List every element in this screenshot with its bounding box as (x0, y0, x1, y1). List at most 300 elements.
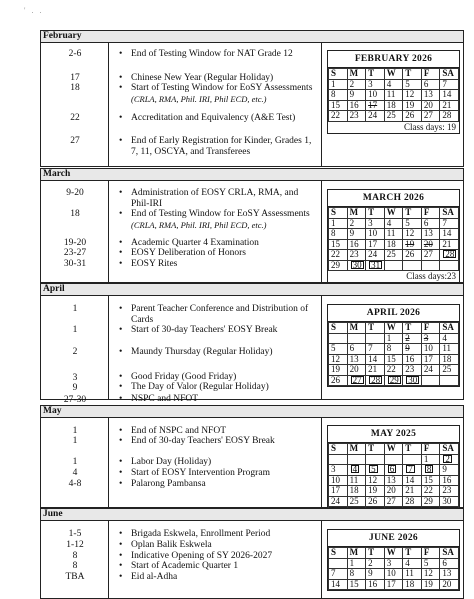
day-cell: 21 (403, 486, 422, 497)
day-cell: 10 (384, 569, 403, 580)
month-heading: March (41, 169, 463, 181)
weekday-header: W (384, 548, 403, 559)
day-cell: 25 (384, 111, 403, 122)
weekday-header: SA (440, 548, 459, 559)
event-text: End of 30-day Teachers' EOSY Break (131, 436, 275, 446)
week-row (329, 365, 459, 376)
event-date: 30-31 (63, 259, 87, 269)
marked-day-box: 30 (405, 375, 420, 385)
event-date: 8 (72, 551, 78, 561)
week-row (329, 260, 459, 271)
day-cell (347, 454, 366, 465)
day-cell (440, 375, 459, 386)
weekday-header: T (403, 323, 422, 334)
marked-day-box: 27 (350, 375, 365, 385)
day-cell: 10 (366, 90, 385, 101)
day-cell: 4 (403, 558, 422, 569)
day-cell: 13 (421, 90, 440, 101)
weekday-header: T (403, 69, 422, 80)
day-cell: 9 (440, 465, 459, 476)
week-row (329, 375, 459, 386)
day-cell: 24 (329, 496, 348, 507)
day-cell: 14 (366, 354, 385, 365)
day-cell: 14 (403, 475, 422, 486)
event-item (117, 561, 317, 572)
day-cell (329, 333, 348, 344)
event-text: Academic Quarter 4 Examination (131, 238, 259, 248)
day-cell: 10 (421, 344, 440, 355)
calendar-title: MAY 2025 (328, 426, 459, 443)
day-cell: 8 (329, 229, 348, 240)
week-row (329, 333, 459, 344)
weekday-header: SA (440, 69, 459, 80)
day-cell: 2 (366, 558, 385, 569)
day-cell: 3 (366, 218, 385, 229)
dates-column (41, 181, 109, 282)
week-row (329, 579, 459, 590)
day-cell: 17 (329, 486, 348, 497)
day-cell (421, 260, 440, 271)
day-cell: 20 (384, 486, 403, 497)
day-cell: 11 (384, 229, 403, 240)
day-cell: 2 (347, 218, 366, 229)
event-text: Start of 30-day Teachers' EOSY Break (131, 325, 278, 335)
weekday-header: F (421, 548, 440, 559)
day-cell: 25 (384, 250, 403, 261)
weekday-header: T (366, 208, 385, 219)
day-cell: 26 (366, 496, 385, 507)
day-cell: 21 (440, 239, 459, 250)
day-cell: 22 (329, 250, 348, 261)
event-date: 8 (72, 561, 78, 571)
day-cell: 20 (421, 239, 440, 250)
day-cell: 3 (329, 465, 348, 476)
day-cell: 9 (366, 569, 385, 580)
events-column (109, 181, 322, 282)
event-date: 17 (70, 73, 80, 83)
day-cell: 21 (440, 100, 459, 111)
marked-day-box: 30 (350, 260, 365, 270)
day-cell: 17 (366, 239, 385, 250)
month-heading: June (41, 509, 463, 521)
day-cell: 12 (403, 229, 422, 240)
calendar-grid (328, 68, 459, 122)
week-row (329, 79, 459, 90)
calendar-grid (328, 547, 459, 590)
week-row (329, 229, 459, 240)
week-row (329, 100, 459, 111)
day-cell: 26 (403, 111, 422, 122)
weekday-header: W (384, 444, 403, 455)
event-text: Brigada Eskwela, Enrollment Period (131, 529, 271, 539)
event-date: 1 (72, 436, 78, 446)
event-date: 3 (72, 373, 78, 383)
day-cell (366, 333, 385, 344)
week-row (329, 454, 459, 465)
event-item (117, 209, 317, 231)
day-cell: 22 (384, 365, 403, 376)
event-date: 18 (70, 83, 80, 93)
weekday-header: S (329, 323, 348, 334)
day-cell: 8 (347, 569, 366, 580)
event-date: 9-20 (66, 188, 84, 198)
weekday-header: T (366, 548, 385, 559)
weekday-header: S (329, 548, 348, 559)
school-calendar-page (10, 0, 466, 599)
day-cell: 4 (384, 218, 403, 229)
day-cell: 13 (347, 354, 366, 365)
calendar-title: APRIL 2026 (328, 305, 459, 322)
weekday-header: W (384, 69, 403, 80)
day-cell (384, 260, 403, 271)
day-cell: 23 (440, 486, 459, 497)
event-item (117, 113, 317, 124)
dates-column (41, 43, 109, 166)
day-cell: 16 (347, 239, 366, 250)
weekday-header: SA (440, 323, 459, 334)
event-text: End of Testing Window for NAT Grade 12 (131, 49, 293, 59)
week-row (329, 239, 459, 250)
weekday-header: M (347, 548, 366, 559)
day-cell (403, 465, 422, 476)
day-cell: 18 (440, 354, 459, 365)
marked-day-box: 8 (424, 464, 435, 474)
events-column (109, 43, 322, 166)
week-row (329, 111, 459, 122)
day-cell (384, 465, 403, 476)
event-date: 1 (72, 426, 78, 436)
day-cell: 7 (366, 344, 385, 355)
event-text: Eid al-Adha (131, 572, 178, 582)
day-cell: 19 (329, 365, 348, 376)
day-cell: 9 (347, 229, 366, 240)
event-date: 23-27 (63, 248, 87, 258)
month-section-feb (40, 30, 464, 167)
class-days-count: Class days: 19 (403, 121, 456, 132)
event-date: TBA (65, 572, 85, 582)
day-cell: 7 (440, 218, 459, 229)
dates-column (41, 296, 109, 405)
dates-column (41, 418, 109, 507)
day-cell: 22 (329, 111, 348, 122)
week-row (329, 475, 459, 486)
day-cell: 3 (421, 333, 440, 344)
event-item (117, 248, 317, 259)
event-date: 2 (72, 347, 78, 357)
day-cell: 13 (421, 229, 440, 240)
day-cell: 20 (440, 579, 459, 590)
event-date: 1 (72, 304, 78, 314)
day-cell: 1 (384, 333, 403, 344)
event-date: 1-5 (68, 529, 82, 539)
weekday-header: F (421, 69, 440, 80)
month-body (41, 418, 463, 507)
weekday-header: SA (440, 208, 459, 219)
event-item (117, 529, 317, 540)
day-cell (366, 465, 385, 476)
event-item (117, 238, 317, 249)
event-date: 27 (70, 136, 80, 146)
weekday-header: M (347, 444, 366, 455)
event-item (117, 426, 317, 437)
day-cell: 19 (403, 100, 422, 111)
event-text: Good Friday (Good Friday) (131, 372, 237, 382)
weekday-header: F (421, 323, 440, 334)
day-cell: 24 (421, 365, 440, 376)
weekday-header: T (366, 444, 385, 455)
day-cell (440, 454, 459, 465)
day-cell: 11 (440, 344, 459, 355)
month-heading: February (41, 31, 463, 43)
event-item (117, 436, 317, 447)
day-cell: 5 (403, 79, 422, 90)
day-cell: 6 (421, 218, 440, 229)
weekday-row (329, 444, 459, 455)
event-text: EOSY Deliberation of Honors (131, 248, 246, 258)
day-cell: 8 (384, 344, 403, 355)
weekday-header: W (384, 208, 403, 219)
day-cell: 14 (440, 90, 459, 101)
day-cell: 16 (366, 579, 385, 590)
day-cell (366, 260, 385, 271)
weekday-header: M (347, 323, 366, 334)
day-cell: 15 (329, 239, 348, 250)
weekday-header: W (384, 323, 403, 334)
month-body (41, 43, 463, 166)
month-heading: May (41, 406, 463, 418)
day-cell (347, 465, 366, 476)
event-item (117, 347, 317, 358)
day-cell: 15 (384, 354, 403, 365)
weekday-row (329, 208, 459, 219)
month-calendar (327, 304, 460, 387)
marked-day-box: 2 (442, 454, 453, 464)
day-cell: 8 (329, 90, 348, 101)
day-cell: 20 (347, 365, 366, 376)
class-days-count: Class days:23 (406, 271, 456, 281)
event-item (117, 188, 317, 209)
day-cell (440, 250, 459, 261)
event-item (117, 304, 317, 325)
event-text: The Day of Valor (Regular Holiday) (131, 382, 269, 392)
weekday-header: T (366, 323, 385, 334)
event-item (117, 83, 317, 105)
day-cell: 29 (329, 260, 348, 271)
day-cell (366, 454, 385, 465)
event-item (117, 479, 317, 490)
day-cell: 4 (384, 79, 403, 90)
page-mark: ' . . (24, 6, 44, 15)
day-cell: 26 (329, 375, 348, 386)
day-cell: 19 (366, 486, 385, 497)
event-item (117, 49, 317, 60)
week-row (329, 486, 459, 497)
event-text: Start of Academic Quarter 1 (131, 561, 239, 571)
events-column (109, 418, 322, 507)
day-cell: 15 (347, 579, 366, 590)
week-row (329, 496, 459, 507)
event-date: 18 (70, 209, 80, 219)
week-row (329, 250, 459, 261)
day-cell: 7 (440, 79, 459, 90)
week-row (329, 218, 459, 229)
day-cell: 13 (440, 569, 459, 580)
weekday-header: T (403, 548, 422, 559)
day-cell: 17 (421, 354, 440, 365)
day-cell: 19 (403, 239, 422, 250)
dates-column (41, 521, 109, 598)
day-cell: 23 (347, 111, 366, 122)
month-section-may (40, 405, 464, 508)
event-text: Parent Teacher Conference and Distribution of Cards (131, 304, 309, 325)
event-text: Maundy Thursday (Regular Holiday) (131, 347, 273, 357)
event-item (117, 382, 317, 393)
day-cell: 6 (347, 344, 366, 355)
event-item (117, 259, 317, 270)
month-calendar (327, 425, 460, 519)
event-text: Oplan Balik Eskwela (131, 540, 212, 550)
day-cell: 1 (421, 454, 440, 465)
event-item (117, 572, 317, 583)
event-text: Accreditation and Equivalency (A&E Test) (131, 113, 296, 123)
marked-day-box: 6 (387, 464, 398, 474)
weekday-header: F (421, 444, 440, 455)
day-cell: 11 (403, 569, 422, 580)
event-text: NSPC and NFOT (131, 394, 199, 404)
marked-day-box: 31 (368, 260, 383, 270)
weekday-header: S (329, 444, 348, 455)
day-cell (329, 558, 348, 569)
day-cell: 16 (440, 475, 459, 486)
weekday-header: F (421, 208, 440, 219)
day-cell: 2 (403, 333, 422, 344)
day-cell: 26 (403, 250, 422, 261)
event-item (117, 73, 317, 84)
event-item (117, 325, 317, 336)
day-cell (347, 333, 366, 344)
event-text: Start of EOSY Intervention Program (131, 468, 270, 478)
month-calendar (327, 189, 460, 283)
marked-day-box: 5 (368, 464, 379, 474)
month-calendar (327, 50, 460, 134)
weekday-header: SA (440, 444, 459, 455)
event-note: (CRLA, RMA, Phil. IRI, Phil ECD, etc.) (131, 219, 267, 230)
calendar-title: FEBRUARY 2026 (328, 51, 459, 68)
weekday-row (329, 69, 459, 80)
day-cell: 12 (421, 569, 440, 580)
month-body (41, 181, 463, 282)
day-cell: 28 (440, 111, 459, 122)
event-date: 4 (72, 468, 78, 478)
week-row (329, 354, 459, 365)
marked-day-box: 28 (368, 375, 383, 385)
month-body (41, 521, 463, 598)
day-cell: 18 (347, 486, 366, 497)
event-item (117, 394, 317, 405)
event-text: Start of Testing Window for EoSY Assessments (131, 83, 313, 93)
event-item (117, 468, 317, 479)
day-cell: 25 (347, 496, 366, 507)
day-cell: 23 (403, 365, 422, 376)
week-row (329, 344, 459, 355)
events-column (109, 521, 322, 598)
day-cell: 11 (347, 475, 366, 486)
event-date: 1-12 (66, 540, 84, 550)
month-section-mar (40, 168, 464, 283)
event-date: 9 (72, 383, 78, 393)
event-item (117, 136, 317, 157)
day-cell: 16 (347, 100, 366, 111)
day-cell: 24 (366, 250, 385, 261)
day-cell (403, 375, 422, 386)
day-cell: 27 (421, 250, 440, 261)
day-cell: 7 (329, 569, 348, 580)
marked-day-box: 4 (350, 464, 361, 474)
day-cell: 20 (421, 100, 440, 111)
day-cell: 27 (421, 111, 440, 122)
calendar-grid (328, 443, 459, 518)
day-cell (403, 454, 422, 465)
day-cell: 15 (421, 475, 440, 486)
day-cell: 17 (366, 100, 385, 111)
day-cell: 5 (403, 218, 422, 229)
marked-day-box: 28 (442, 249, 457, 259)
weekday-header: T (366, 69, 385, 80)
month-body (41, 296, 463, 405)
event-date: 19-20 (63, 238, 87, 248)
event-text: Palarong Pambansa (131, 479, 206, 489)
month-section-apr (40, 283, 464, 405)
day-cell: 18 (384, 100, 403, 111)
event-date: 4-8 (68, 479, 82, 489)
event-text: Administration of EOSY CRLA, RMA, and Phil-IRI (131, 188, 299, 209)
events-column (109, 296, 322, 404)
event-date: 2-6 (68, 49, 82, 59)
marked-day-box: 29 (387, 375, 402, 385)
month-calendar (327, 529, 460, 591)
month-heading: April (41, 284, 463, 296)
day-cell: 11 (384, 90, 403, 101)
day-cell: 5 (421, 558, 440, 569)
calendar-title: JUNE 2026 (328, 530, 459, 547)
event-text: Labor Day (Holiday) (131, 457, 212, 467)
day-cell: 23 (347, 250, 366, 261)
month-section-jun (40, 508, 464, 599)
day-cell: 18 (384, 239, 403, 250)
day-cell: 10 (366, 229, 385, 240)
day-cell: 4 (440, 333, 459, 344)
day-cell: 24 (366, 111, 385, 122)
weekday-header: T (403, 208, 422, 219)
event-text: Indicative Opening of SY 2026-2027 (131, 551, 273, 561)
day-cell: 30 (440, 496, 459, 507)
day-cell: 29 (421, 496, 440, 507)
event-item (117, 551, 317, 562)
day-cell (421, 465, 440, 476)
day-cell: 28 (403, 496, 422, 507)
day-cell (384, 454, 403, 465)
event-item (117, 540, 317, 551)
day-cell: 25 (440, 365, 459, 376)
day-cell: 2 (347, 79, 366, 90)
weekday-header: M (347, 208, 366, 219)
day-cell (403, 260, 422, 271)
event-date: 1 (72, 325, 78, 335)
day-cell: 6 (421, 79, 440, 90)
day-cell: 14 (440, 229, 459, 240)
weekday-header: T (403, 444, 422, 455)
day-cell: 1 (347, 558, 366, 569)
